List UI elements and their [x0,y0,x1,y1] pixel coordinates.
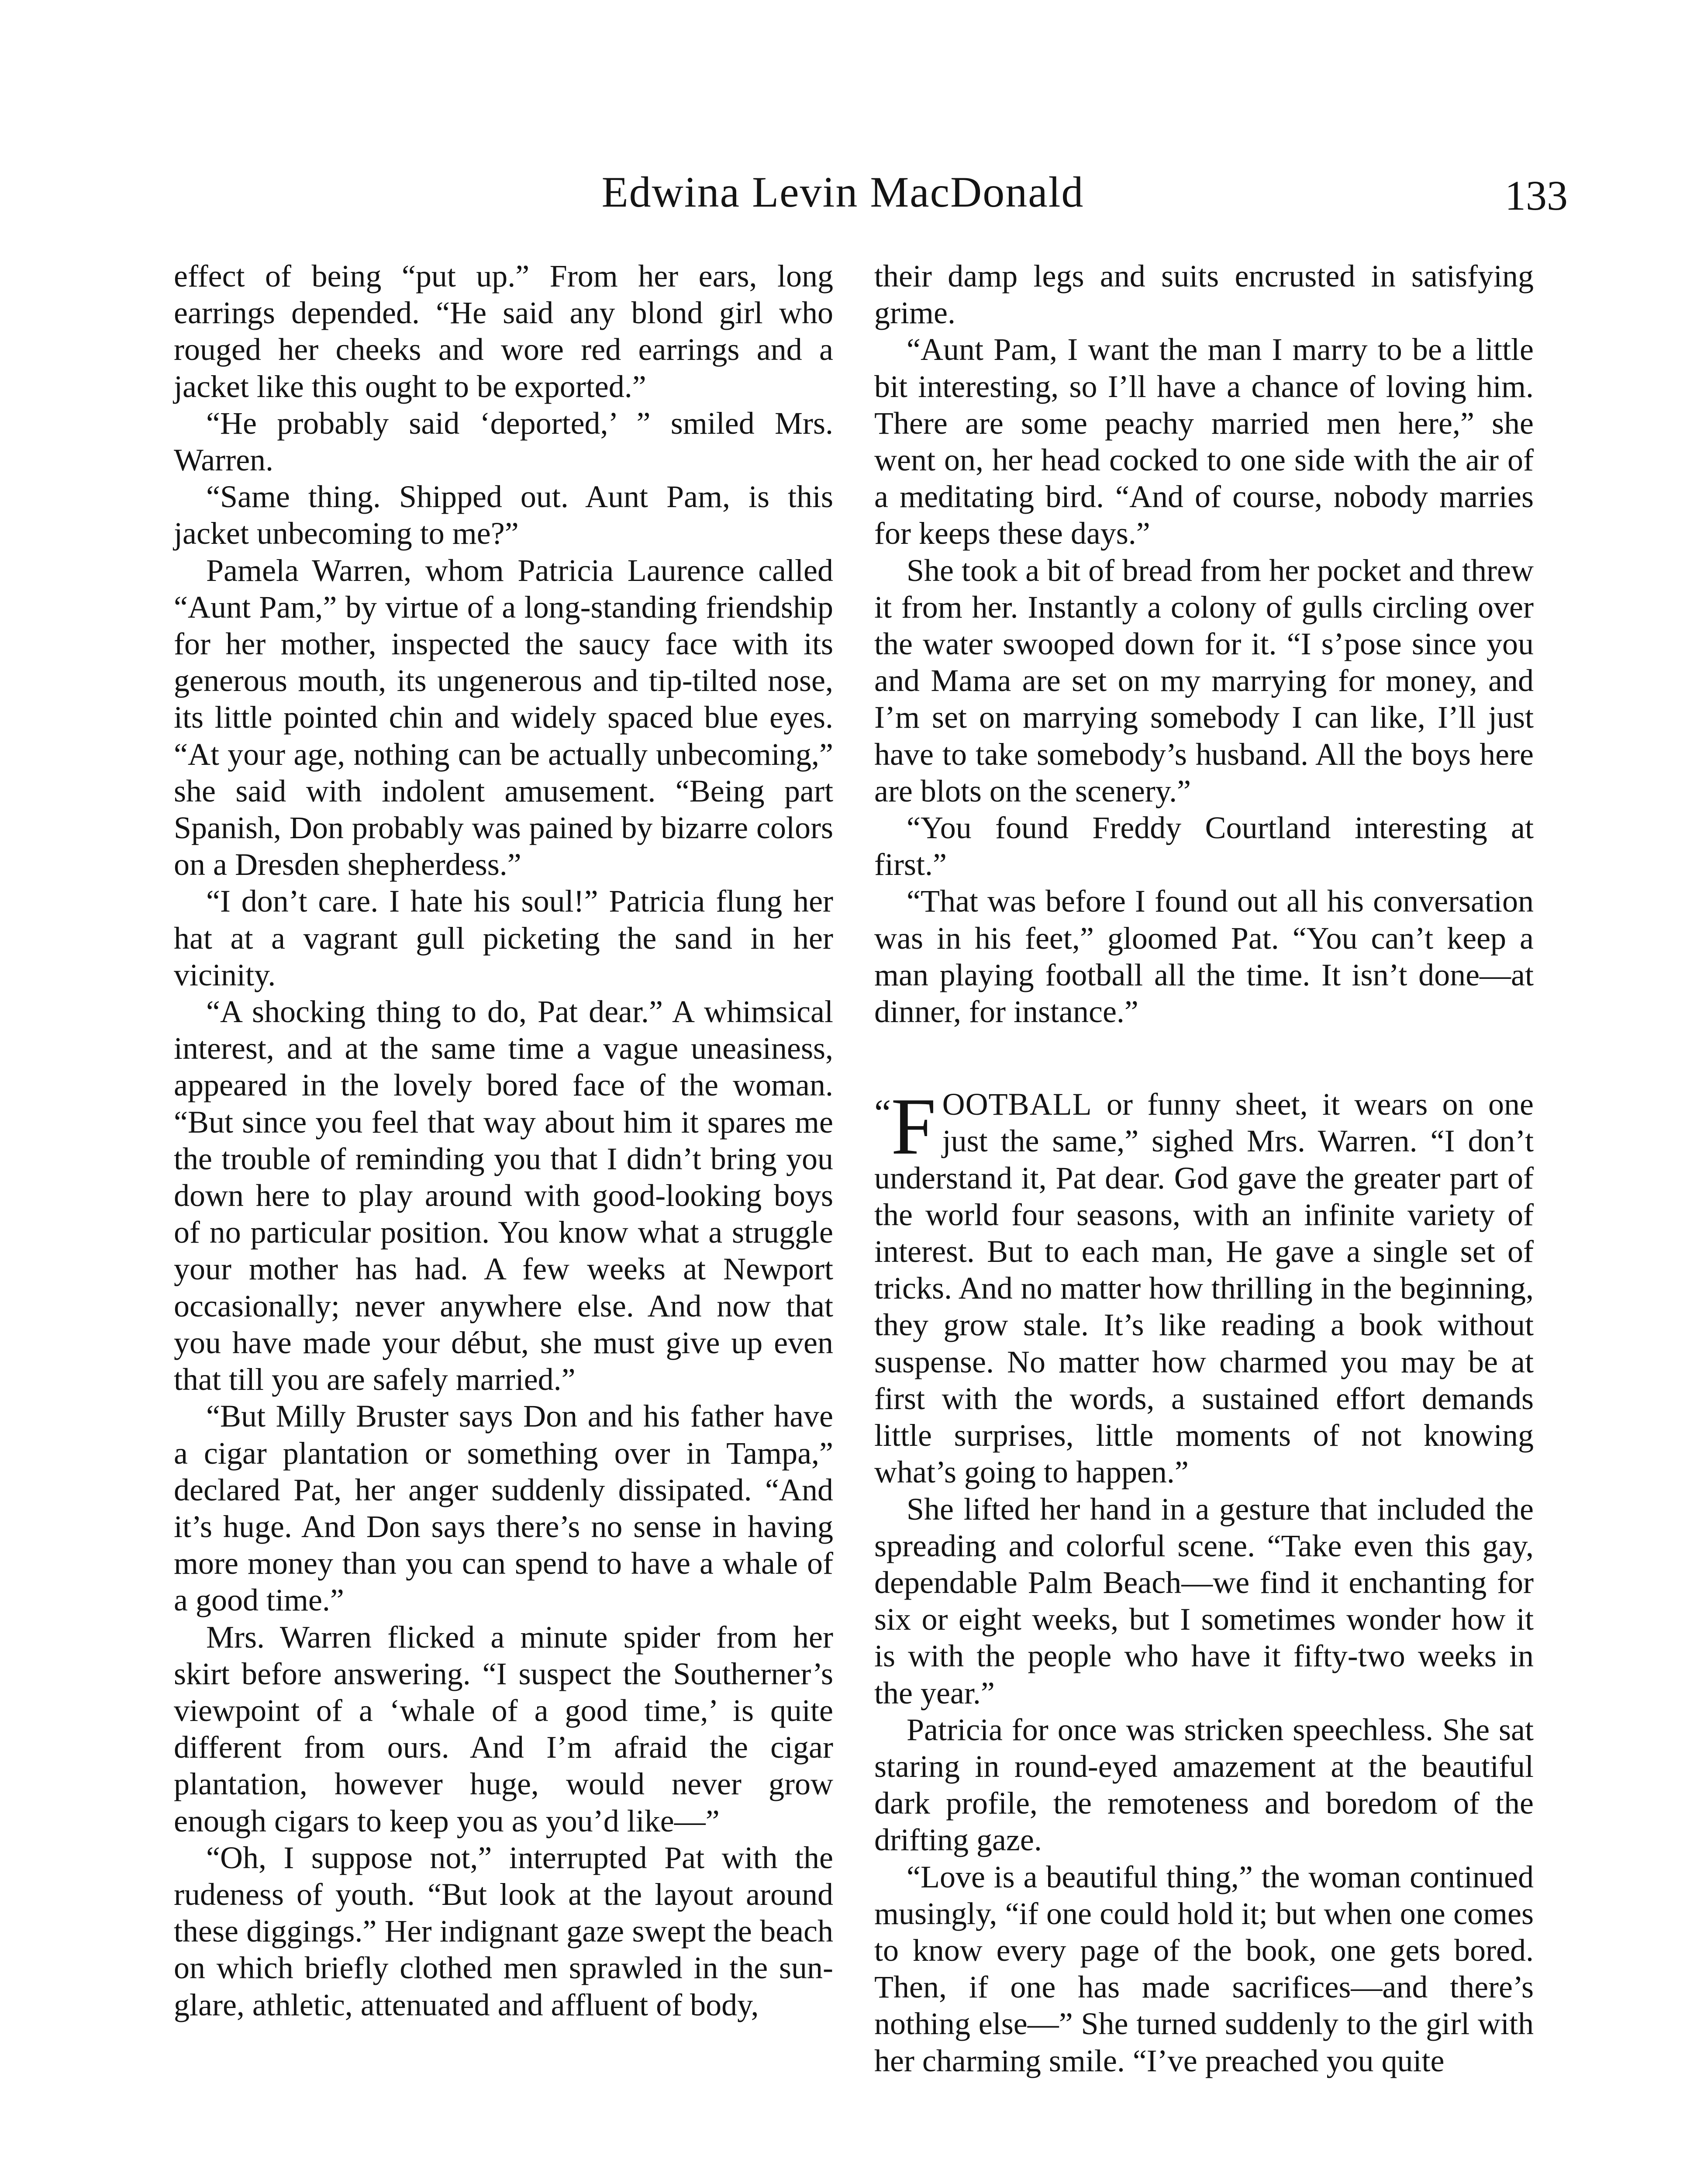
paragraph: “You found Freddy Courtland interesting at first.” [874,810,1534,882]
paragraph: “I don’t care. I hate his soul!” Patricia flung her hat at a vagrant gull picketing the sand in her vicinity. [174,884,833,992]
paragraph: “But Milly Bruster says Don and his father have a cigar plantation or something over in Tampa,” declared Pat, her anger suddenly dissipated. “And it’s huge. And Don says there’s no sense in having more money than you can spend to have a whale of a good time.” [174,1399,833,1618]
left-column [174,258,833,2023]
drop-cap-quote: “ [874,1092,891,1134]
lead-in-caps: OOTBALL [942,1087,1092,1122]
paragraph: She took a bit of bread from her pocket and threw it from her. Instantly a colony of gulls circling over the water swooped down for it. “I s’pose since you and Mama are set on my marrying for money, and I’m set on marrying somebody I can like, I’ll just have to take somebody’s husband. All the boys here are blots on the scenery.” [874,553,1534,809]
paragraph: Pamela Warren, whom Patricia Laurence called “Aunt Pam,” by virtue of a long-standing friendship for her mother, inspected the saucy face with its generous mouth, its ungenerous and tip-tilted nose, its little pointed chin and widely spaced blue eyes. “At your age, nothing can be actually unbecoming,” she said with indolent amusement. “Being part Spanish, Don probably was pained by bizarre colors on a Dresden shepherdess.” [174,553,833,882]
paragraph: “A shocking thing to do, Pat dear.” A whimsical interest, and at the same time a vague uneasiness, appeared in the lovely bored face of the woman. “But since you feel that way about him it spares me the trouble of reminding you that I didn’t bring you down here to play around with good-looking boys of no particular position. You know what a struggle your mother has had. A few weeks at Newport occasionally; never anywhere else. And now that you have made your début, she must give up even that till you are safely married.” [174,994,833,1397]
running-header-author: Edwina Levin MacDonald [601,168,1084,216]
paragraph: effect of being “put up.” From her ears, long earrings depended. “He said any blond girl who rouged her cheeks and wore red earrings and a jacket like this ought to be exported.” [174,259,833,404]
paragraph: Patricia for once was stricken speechless. She sat staring in round-eyed amazement at the beautiful dark profile, the remoteness and boredom of the drifting gaze. [874,1712,1534,1858]
paragraph: “Same thing. Shipped out. Aunt Pam, is this jacket unbecoming to me?” [174,479,833,551]
paragraph: “That was before I found out all his conversation was in his feet,” gloomed Pat. “You can’t keep a man playing football all the time. It isn’t done—at dinner, for instance.” [874,884,1534,1030]
paragraph: “Aunt Pam, I want the man I marry to be a little bit interesting, so I’ll have a chance of loving him. There are some peachy married men here,” she went on, her head cocked to one side with the air of a meditating bird. “And of course, nobody marries for keeps these days.” [874,332,1534,551]
right-column [874,258,1534,2079]
lead-paragraph-text: or funny sheet, it wears on one just the same,” sighed Mrs. Warren. “I don’t understand it, Pat dear. God gave the greater part of the world four seasons, with an infinite variety of interest. But to each man, He gave a single set of tricks. And no matter how thrilling in the beginning, they grow stale. It’s like reading a book without suspense. No matter how charmed you may be at first with the words, a sustained effort demands little surprises, little moments of not knowing what’s going to happen.” [874,1087,1534,1490]
paragraph: She lifted her hand in a gesture that included the spreading and colorful scene. “Take even this gay, dependable Palm Beach—we find it enchanting for six or eight weeks, but I sometimes wonder how it is with the people who have it fifty-two weeks in the year.” [874,1491,1534,1711]
drop-cap-letter: F [891,1082,936,1172]
page-number: 133 [1505,172,1568,219]
paragraph: “Oh, I suppose not,” interrupted Pat with the rudeness of youth. “But look at the layout around these diggings.” Her indignant gaze swept the beach on which briefly clothed men sprawled in the sun-glare, athletic, attenuated and affluent of body, [174,1840,833,2022]
drop-cap [874,1082,936,1172]
paragraph: Mrs. Warren flicked a minute spider from her skirt before answering. “I suspect the Southerner’s viewpoint of a ‘whale of a good time,’ is quite different from ours. And I’m afraid the cigar plantation, however huge, would never grow enough cigars to keep you as you’d like—” [174,1619,833,1838]
section-opening-paragraph [874,1082,1534,1490]
paragraph: their damp legs and suits encrusted in satisfying grime. [874,259,1534,331]
paragraph: “He probably said ‘deported,’ ” smiled Mrs. Warren. [174,405,833,478]
paragraph: “Love is a beautiful thing,” the woman continued musingly, “if one could hold it; but when one comes to know every page of the book, one gets bored. Then, if one has made sacrifices—and there’s nothing else—” She turned suddenly to the girl with her charming smile. “I’ve preached you quite [874,1859,1534,2078]
